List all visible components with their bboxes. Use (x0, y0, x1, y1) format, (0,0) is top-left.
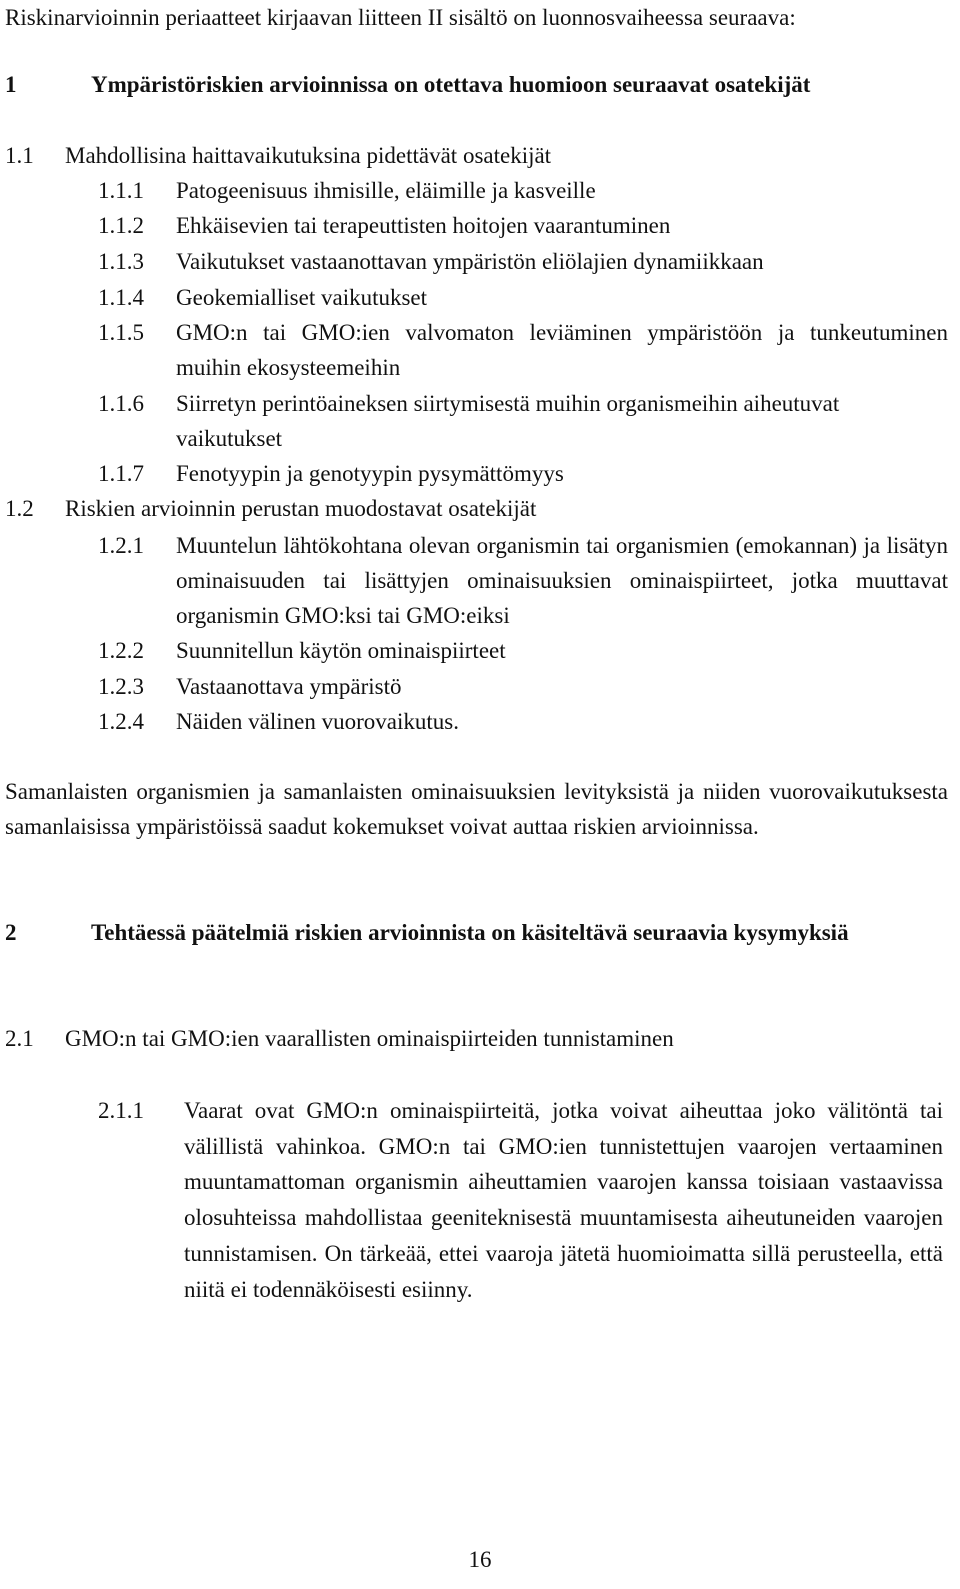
subsection-1-1-heading (5, 138, 955, 173)
item-text: Fenotyypin ja genotyypin pysymättömyys (176, 461, 564, 486)
item-text: Patogeenisuus ihmisille, eläimille ja kasveille (176, 178, 596, 203)
item-text: Vaikutukset vastaanottavan ympäristön eliölajien dynamiikkaan (176, 249, 764, 274)
item-number: 1.1.3 (98, 249, 144, 274)
item-number: 1.2.2 (98, 638, 144, 663)
item-number: 1.1.5 (98, 320, 144, 345)
page-number: 16 (468, 1547, 492, 1572)
list-item (98, 244, 948, 279)
section-title: Tehtäessä päätelmiä riskien arvioinnista on käsiteltävä seuraavia kysymyksiä (91, 920, 849, 945)
subsection-title: Riskien arvioinnin perustan muodostavat osatekijät (65, 496, 537, 521)
section-number: 1 (5, 72, 17, 97)
item-text: Vastaanottava ympäristö (176, 674, 402, 699)
list-item (98, 280, 948, 315)
item-number: 1.1.1 (98, 178, 144, 203)
item-number: 1.2.1 (98, 533, 144, 558)
item-number: 1.1.6 (98, 391, 144, 416)
list-item (98, 633, 948, 668)
list-item (98, 1093, 943, 1307)
item-text: Suunnitellun käytön ominaispiirteet (176, 638, 506, 663)
subsection-title: GMO:n tai GMO:ien vaarallisten ominaispiirteiden tunnistaminen (65, 1026, 674, 1051)
subsection-number: 1.1 (5, 143, 34, 168)
list-item (98, 173, 948, 208)
item-text: Näiden välinen vuorovaikutus. (176, 709, 459, 734)
section-number: 2 (5, 920, 17, 945)
subsection-title: Mahdollisina haittavaikutuksina pidettävät osatekijät (65, 143, 552, 168)
list-item (98, 669, 948, 704)
item-text: Geokemialliset vaikutukset (176, 285, 428, 310)
list-item (98, 315, 948, 385)
item-number: 1.2.4 (98, 709, 144, 734)
list-item (98, 704, 948, 739)
item-text: Siirretyn perintöaineksen siirtymisestä muihin organismeihin aiheutuvat vaikutukset (176, 391, 840, 451)
body-paragraph: Samanlaisten organismien ja samanlaisten ominaisuuksien levityksistä ja niiden vuorovaikutuksesta samanlaisissa ympäristöissä saadut kokemukset voivat auttaa riskien arvioinnissa. (5, 779, 948, 839)
subsection-number: 1.2 (5, 496, 34, 521)
item-number: 1.2.3 (98, 674, 144, 699)
item-text: GMO:n tai GMO:ien valvomaton leviäminen ympäristöön ja tunkeutuminen muihin ekosysteemeihin (176, 320, 948, 380)
item-number: 2.1.1 (98, 1098, 144, 1123)
item-text: Ehkäisevien tai terapeuttisten hoitojen vaarantuminen (176, 213, 671, 238)
subsection-1-2-heading (5, 491, 955, 526)
item-number: 1.1.2 (98, 213, 144, 238)
section-2-heading (5, 915, 948, 950)
item-number: 1.1.7 (98, 461, 144, 486)
section-1-heading (5, 67, 955, 102)
list-item (98, 528, 948, 633)
intro-text: Riskinarvioinnin periaatteet kirjaavan liitteen II sisältö on luonnosvaiheessa seuraava: (5, 5, 796, 30)
item-text: Vaarat ovat GMO:n ominaispiirteitä, jotka voivat aiheuttaa joko välitöntä tai välillistä vahinkoa. GMO:n tai GMO:ien tunnistettujen vaarojen vertaaminen muuntamattoman organismin aiheuttamien vaarojen kanssa toisiaan vastaavissa olosuhteissa mahdollistaa geeniteknisestä muuntamisesta aiheutuneiden vaarojen tunnistamisen. On tärkeää, ettei vaaroja jätetä huomioimatta sillä perusteella, että niitä ei todennäköisesti esiinny. (184, 1098, 943, 1302)
subsection-2-1-heading (5, 1021, 955, 1056)
list-item (98, 208, 948, 243)
section-title: Ympäristöriskien arvioinnissa on otettava huomioon seuraavat osatekijät (91, 72, 811, 97)
item-text: Muuntelun lähtökohtana olevan organismin tai organismien (emokannan) ja lisätyn ominaisuuden tai lisättyjen ominaisuuksien ominaispiirteet, jotka muuttavat organismin GMO:ksi tai GMO:eiksi (176, 533, 948, 628)
list-item (98, 386, 948, 456)
subsection-number: 2.1 (5, 1026, 34, 1051)
item-number: 1.1.4 (98, 285, 144, 310)
list-item (98, 456, 948, 491)
